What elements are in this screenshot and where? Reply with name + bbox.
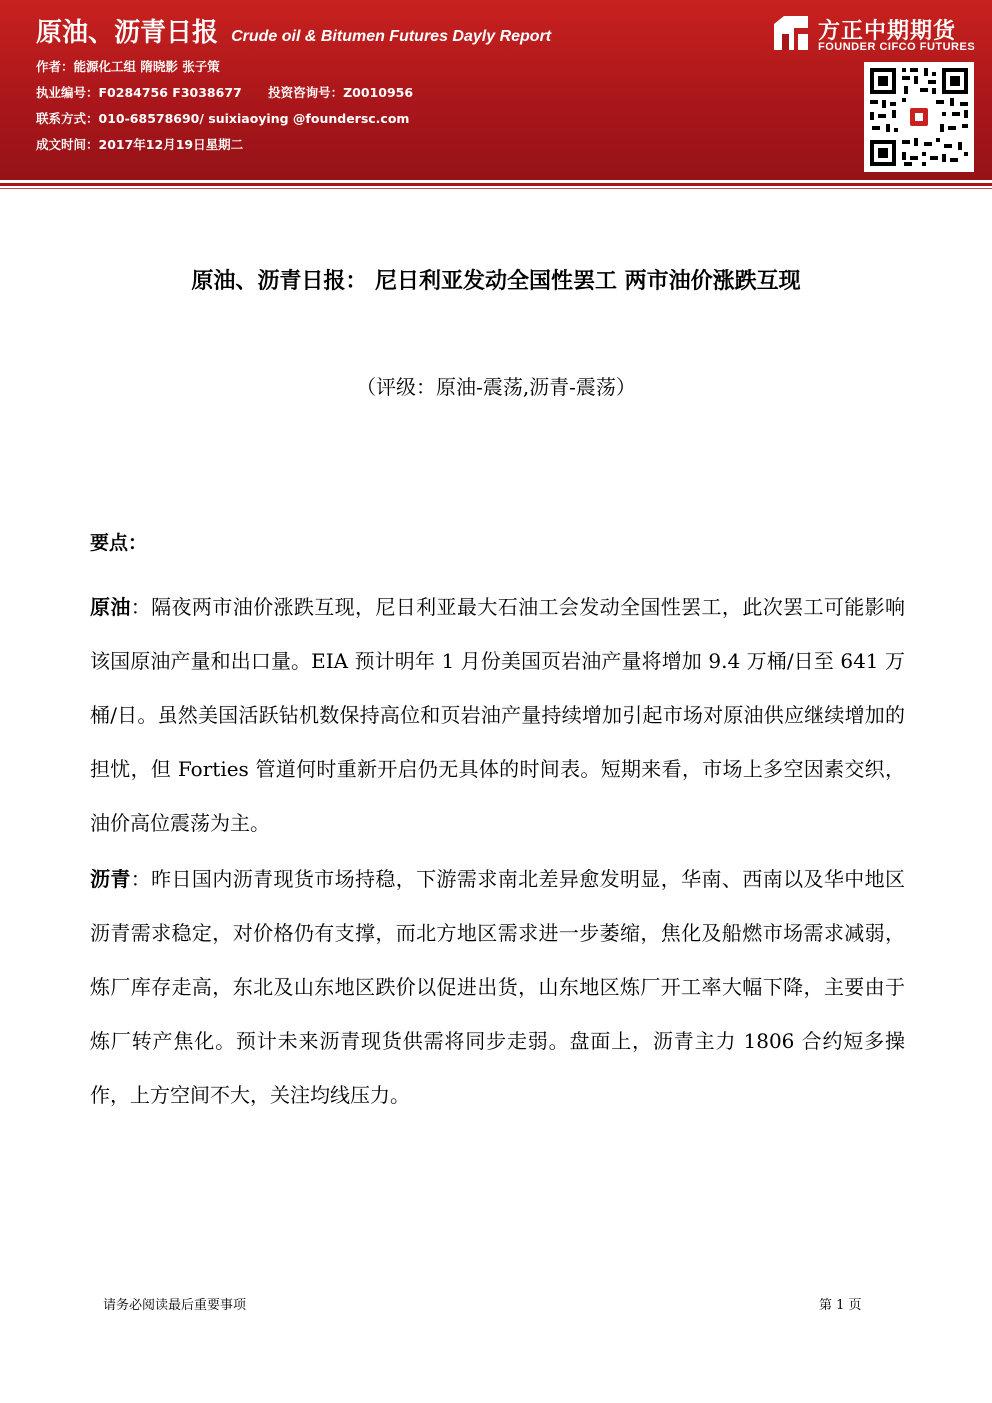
consult-label: 投资咨询号： bbox=[268, 85, 344, 100]
document-title: 原油、沥青日报： 尼日利亚发动全国性罢工 两市油价涨跌互现 bbox=[191, 269, 801, 294]
contact-info: 010-68578690/ suixiaoying @foundersc.com bbox=[98, 111, 410, 126]
date-value: 2017年12月19日星期二 bbox=[98, 137, 244, 152]
author-names: 能源化工组 隋晓影 张子策 bbox=[73, 59, 220, 74]
date-label: 成文时间： bbox=[36, 137, 99, 152]
footer-notice: 请务必阅读最后重要事项 bbox=[103, 1298, 247, 1313]
company-logo bbox=[772, 14, 980, 54]
report-title-cn: 原油、沥青日报 bbox=[36, 18, 219, 48]
bitumen-text: ：昨日国内沥青现货市场持稳，下游需求南北差异愈发明显，华南、西南以及华中地区沥青需求稳定，对价格仍有支撑，而北方地区需求进一步萎缩，焦化及船燃市场需求减弱，炼厂库存走高，东北及山东地区跌价以促进出货，山东地区炼厂开工率大幅下降，主要由于炼厂转产焦化。预计未来沥青现货供需将同步走弱。盘面上，沥青主力 1806 合约短多操作，上方空间不大，关注均线压力。 bbox=[90, 867, 906, 1107]
license-line bbox=[36, 83, 413, 101]
crude-oil-text: ：隔夜两市油价涨跌互现，尼日利亚最大石油工会发动全国性罢工，此次罢工可能影响该国原油产量和出口量。EIA 预计明年 1 月份美国页岩油产量将增加 9.4 万桶/日至 641 万桶/日。虽然美国活跃钻机数保持高位和页岩油产量持续增加引起市场对原油供应继续增加的担忧，但 Forties 管道何时重新开启仍无具体的时间表。短期来看，市场上多空因素交织，油价高位震荡为主。 bbox=[90, 595, 906, 835]
crude-oil-label: 原油 bbox=[90, 595, 131, 619]
header-banner bbox=[0, 0, 992, 180]
header-divider bbox=[0, 183, 992, 186]
report-title-en: Crude oil & Bitumen Futures Dayly Report bbox=[231, 28, 552, 45]
qr-code-icon bbox=[864, 62, 974, 172]
report-title bbox=[36, 12, 551, 49]
header-divider-thin bbox=[0, 188, 992, 189]
contact-label: 联系方式： bbox=[36, 111, 99, 126]
page-number: 第 1 页 bbox=[819, 1298, 862, 1313]
key-points-heading: 要点： bbox=[90, 532, 148, 554]
bitumen-label: 沥青 bbox=[90, 867, 131, 891]
author-label: 作者： bbox=[36, 59, 74, 74]
crude-oil-paragraph bbox=[90, 580, 905, 850]
logo-text-cn: 方正中期期货 bbox=[818, 19, 957, 44]
founder-logo-icon bbox=[772, 14, 810, 52]
contact-line bbox=[36, 109, 409, 127]
license-label: 执业编号： bbox=[36, 85, 99, 100]
bitumen-paragraph bbox=[90, 852, 905, 1122]
consult-number: Z0010956 bbox=[343, 85, 414, 100]
date-line bbox=[36, 135, 243, 153]
logo-text-en: FOUNDER CIFCO FUTURES bbox=[818, 41, 976, 53]
license-numbers: F0284756 F3038677 bbox=[98, 85, 242, 100]
rating-line: （评级：原油-震荡,沥青-震荡） bbox=[356, 375, 636, 399]
author-line bbox=[36, 57, 220, 75]
